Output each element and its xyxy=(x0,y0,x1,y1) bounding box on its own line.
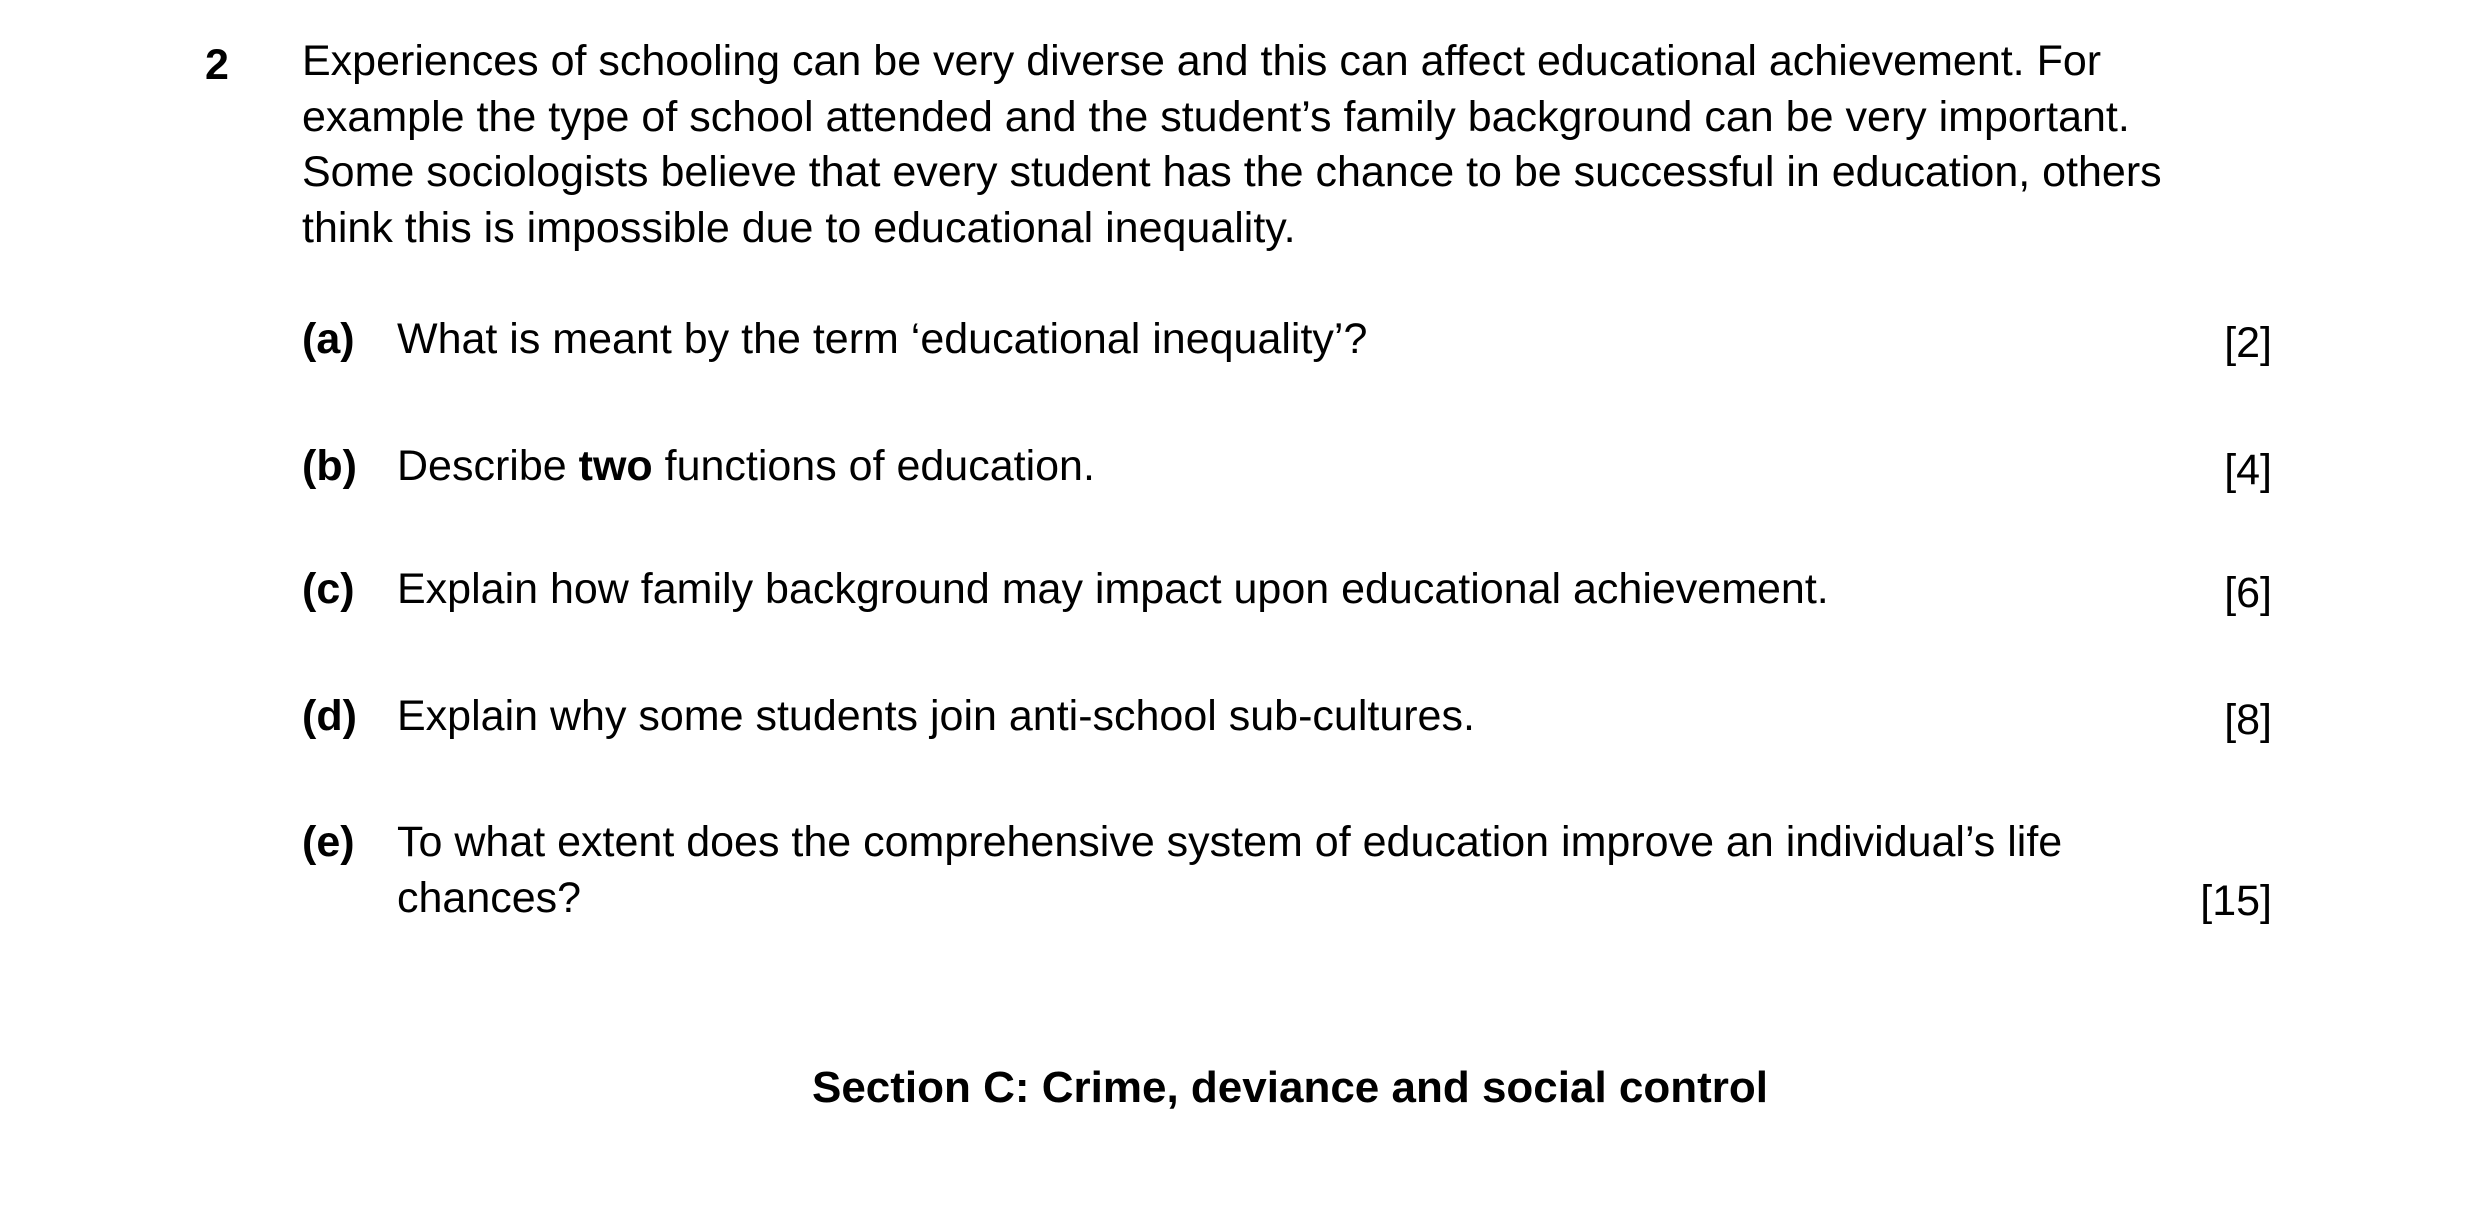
part-label: (e) xyxy=(302,818,355,866)
part-text-before: Describe xyxy=(397,442,579,490)
part-text-after: functions of education. xyxy=(652,442,1095,490)
part-text-line: What is meant by the term ‘educational inequality’? xyxy=(397,315,1368,363)
part-label: (b) xyxy=(302,442,357,490)
section-heading: Section C: Crime, deviance and social control xyxy=(811,1063,1769,1112)
stem-line: Some sociologists believe that every student has the chance to be successful in education, others xyxy=(302,148,2162,196)
part-marks: [4] xyxy=(2224,446,2272,494)
stem-line: example the type of school attended and the student’s family background can be very important. xyxy=(302,92,2130,141)
part-text-emphasis: two xyxy=(578,442,653,490)
stem-line: think this is impossible due to educational inequality. xyxy=(302,203,1296,252)
part-text xyxy=(397,815,2157,926)
part-text xyxy=(397,439,2157,495)
part-text-line: To what extent does the comprehensive system of education improve an individual’s life xyxy=(397,818,2063,866)
part-label: (c) xyxy=(302,565,355,613)
question-number: 2 xyxy=(205,41,229,89)
part-marks: [15] xyxy=(2200,877,2272,925)
part-marks: [8] xyxy=(2224,696,2272,744)
part-text xyxy=(397,562,2157,618)
question-stem xyxy=(302,34,2302,256)
part-text-line: Explain why some students join anti-school sub-cultures. xyxy=(397,692,1475,740)
part-label: (a) xyxy=(302,315,355,363)
part-marks: [2] xyxy=(2224,319,2272,367)
part-text-line: chances? xyxy=(397,873,582,922)
part-marks: [6] xyxy=(2224,569,2272,617)
part-text xyxy=(397,312,2157,368)
part-label: (d) xyxy=(302,692,357,740)
stem-line: Experiences of schooling can be very diverse and this can affect educational achievement. For xyxy=(302,37,2102,85)
part-text-line: Explain how family background may impact upon educational achievement. xyxy=(397,565,1829,613)
part-text xyxy=(397,689,2157,745)
